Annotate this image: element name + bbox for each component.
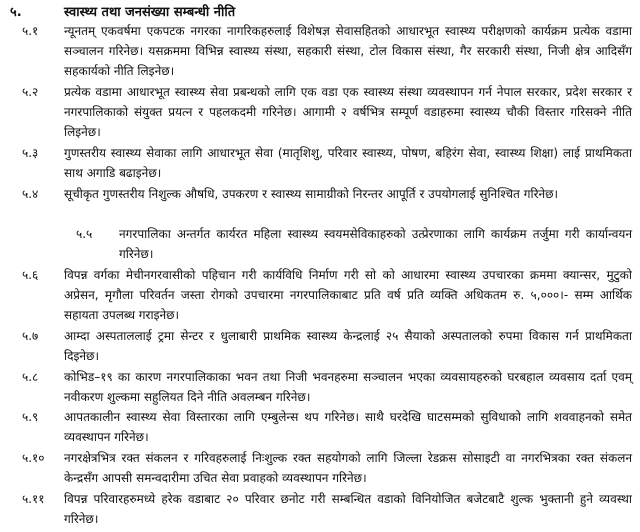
item-number: ५.६ <box>22 268 39 282</box>
item-number: ५.१ <box>22 24 39 38</box>
item-text: प्रत्येक वडामा आधारभूत स्वास्थ्य सेवा प्रबन्धको लागि एक वडा एक स्वास्थ्य संस्था व्यवस्थापन गर्न नेपाल सरकार, प्रदेश सरकार र नगरपालिकाको संयुक्त प्रयत्न र पहलकदमी गरिनेछ। आगामी २ वर्षभित्र सम्पूर्ण वडाहरुमा स्वास्थ्य चौकी विस्तार गरिसक्ने नीति लिइनेछ। <box>64 85 632 139</box>
item-text: कोभिड–१९ का कारण नगरपालिकाका भवन तथा निजी भवनहरुमा सञ्चालन भएका व्यवसायहरुको घरबहाल व्यवसाय दर्ता एवम् नवीकरण शुल्कमा सहुलियत दिने नीति अवलम्बन गरिनेछ। <box>64 370 632 404</box>
item-number: ५.७ <box>22 329 39 343</box>
item-number: ५.५ <box>76 227 93 241</box>
item-number: ५.१० <box>22 451 45 465</box>
item-text: विपन्न परिवारहरुमध्ये हरेक वडाबाट २० परिवार छनोट गरी सम्बन्धित वडाको विनियोजित बजेटबाटै शुल्क भुक्तानी हुने व्यवस्था गरिनेछ। <box>64 492 632 526</box>
item-text: विपन्न वर्गका मेचीनगरवासीको पहिचान गरी कार्यविधि निर्माण गरी सो को आधारमा स्वास्थ्य उपचारका क्रममा क्यान्सर, मुटुको अप्रेसन, मृगौला परिवर्तन जस्ता रोगको उपचारमा नगरपालिकाबाट प्रति वर्ष प्रति व्यक्ति अधिकतम रु. ५,०००।- सम्म आर्थिक सहायता उपलब्ध गराइनेछ। <box>64 268 632 322</box>
item-number: ५.९ <box>22 410 39 424</box>
item-number: ५.८ <box>22 370 39 384</box>
item-text: न्यूनतम् एकवर्षमा एकपटक नगरका नागरिकहरुलाई विशेषज्ञ सेवासहितको आधारभूत स्वास्थ्य परीक्षणको कार्यक्रम प्रत्येक वडामा सञ्चालन गरिनेछ। यसक्रममा विभिन्न स्वास्थ्य संस्था, सहकारी संस्था, टोल विकास संस्था, गैर सरकारी संस्था, निजी क्षेत्र आदिसँग सहकार्यको नीति लिइनेछ। <box>64 24 632 78</box>
item-text: नगरपालिका अन्तर्गत कार्यरत महिला स्वास्थ्य स्वयमसेविकाहरुको उत्प्रेरणाका लागि कार्यक्रम तर्जुमा गरी कार्यान्वयन गरिनेछ। <box>119 227 632 261</box>
section-title: स्वास्थ्य तथा जनसंख्या सम्बन्धी नीति <box>64 5 236 20</box>
item-text: सूचीकृत गुणस्तरीय निशुल्क औषधि, उपकरण र स्वास्थ्य सामाग्रीको निरन्तर आपूर्ति र उपयोगलाई सुनिश्चित गरिनेछ। <box>64 187 559 201</box>
item-number: ५.३ <box>22 146 39 160</box>
item-text: आपतकालीन स्वास्थ्य सेवा विस्तारका लागि एम्बुलेन्स थप गरिनेछ। साथै घरदेखि घाटसम्मको सुविधाको लागि शववाहनको समेत व्यवस्थापन गरिनेछ। <box>64 410 632 444</box>
item-text: आम्दा अस्पताललाई ट्रमा सेन्टर र धुलाबारी प्राथमिक स्वास्थ्य केन्द्रलाई २५ सैयाको अस्पतालको रुपमा विकास गर्न प्राथमिकता दिइनेछ। <box>64 329 632 363</box>
item-text: नगरक्षेत्रभित्र रक्त संकलन र गरिवहरुलाई निःशुल्क रक्त सहयोगको लागि जिल्ला रेडक्रस सोसाइटी वा नगरभित्रका रक्त संकलन केन्द्रसँग आपसी समन्वदारीमा उचित सेवा प्रवाहको व्यवस्थापन गरिनेछ। <box>64 451 632 485</box>
section-number: ५. <box>10 5 22 20</box>
item-number: ५.११ <box>22 492 45 506</box>
item-number: ५.४ <box>22 187 39 201</box>
item-number: ५.२ <box>22 85 39 99</box>
item-text: गुणस्तरीय स्वास्थ्य सेवाका लागि आधारभूत सेवा (मातृशिशु, परिवार स्वास्थ्य, पोषण, बहिरंग सेवा, स्वास्थ्य शिक्षा) लाई प्राथमिकता साथ अगाडि बढाइनेछ। <box>64 146 632 180</box>
